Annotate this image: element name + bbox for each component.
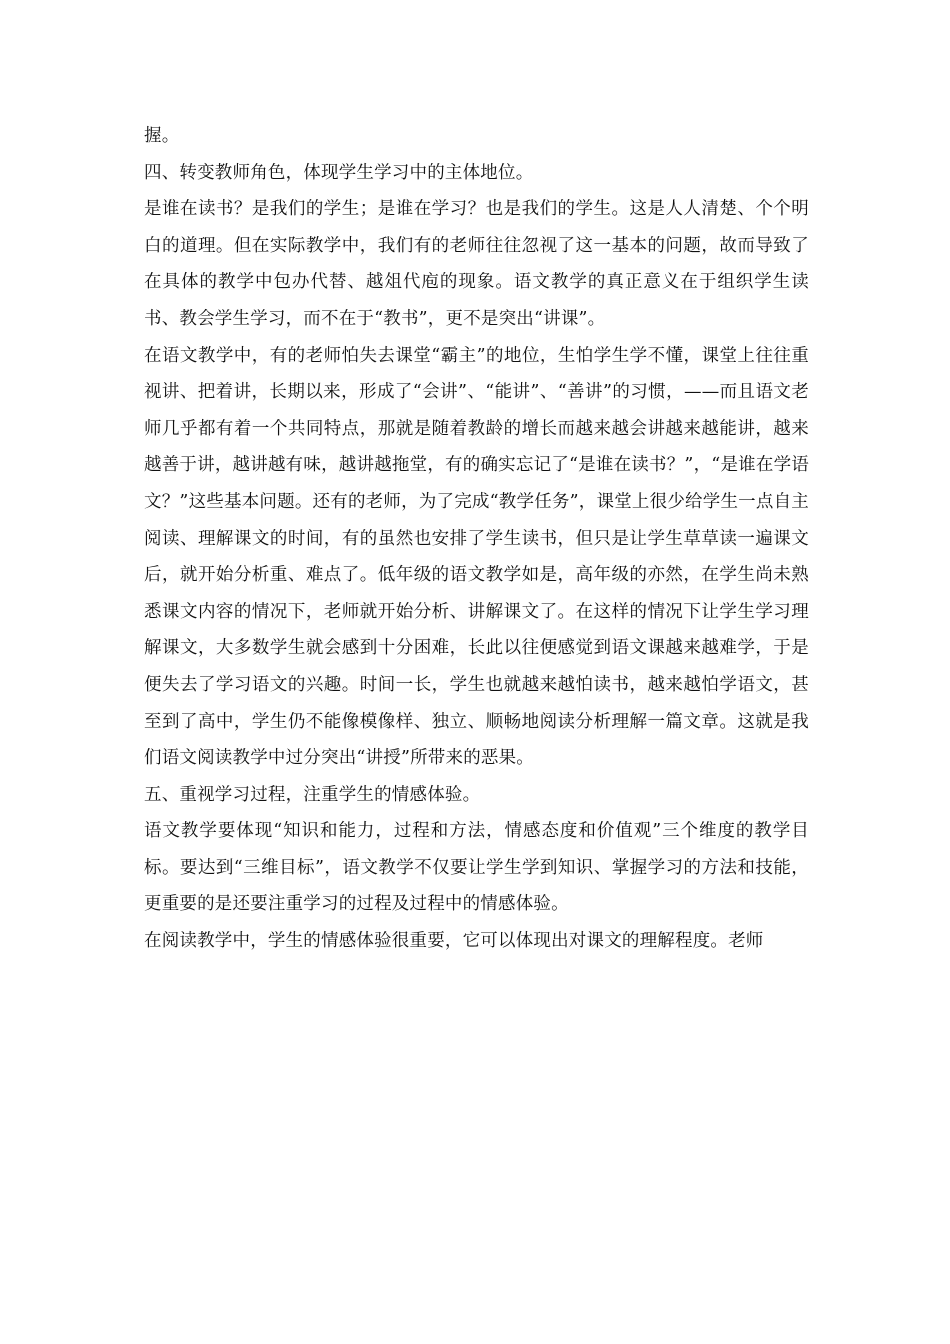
section-heading-five: 五、重视学习过程，注重学生的情感体验。 [144, 784, 481, 805]
paragraph: 在语文教学中，有的老师怕失去课堂“霸主”的地位，生怕学生学不懂，课堂上往往重视讲、把着讲，长期以来，形成了“会讲”、“能讲”、“善讲”的习惯，——而且语文老师几乎都有着一个共同特点，那就是随着教龄的增长而越来越会讲越来越能讲，越来越善于讲，越讲越有味，越讲越拖堂，有的确实忘记了“是谁在读书？”，“是谁在学语文？”这些基本问题。还有的老师，为了完成“教学任务”，课堂上很少给学生一点自主阅读、理解课文的时间，有的虽然也安排了学生读书，但只是让学生草草读一遍课文后，就开始分析重、难点了。低年级的语文教学如是，高年级的亦然，在学生尚未熟悉课文内容的情况下，老师就开始分析、讲解课文了。在这样的情况下让学生学习理解课文，大多数学生就会感到十分困难，长此以往便感觉到语文课越来越难学，于是便失去了学习语文的兴趣。时间一长，学生也就越来越怕读书，越来越怕学语文，甚至到了高中，学生仍不能像模像样、独立、顺畅地阅读分析理解一篇文章。这就是我们语文阅读教学中过分突出“讲授”所带来的恶果。 [144, 345, 809, 769]
paragraph: 是谁在读书？是我们的学生；是谁在学习？也是我们的学生。这是人人清楚、个个明白的道理。但在实际教学中，我们有的老师往往忽视了这一基本的问题，故而导致了在具体的教学中包办代替、越俎代庖的现象。语文教学的真正意义在于组织学生读书、教会学生学习，而不在于“教书”，更不是突出“讲课”。 [144, 199, 809, 329]
paragraph: 在阅读教学中，学生的情感体验很重要，它可以体现出对课文的理解程度。老师 [144, 931, 764, 952]
section-heading-four: 四、转变教师角色，体现学生学习中的主体地位。 [144, 162, 534, 183]
paragraph: 语文教学要体现“知识和能力，过程和方法，情感态度和价值观”三个维度的教学目标。要达到“三维目标”，语文教学不仅要让学生学到知识、掌握学习的方法和技能，更重要的是还要注重学习的过程及过程中的情感体验。 [144, 821, 809, 915]
paragraph-continuation: 握。 [144, 126, 180, 146]
body-text [144, 118, 809, 960]
